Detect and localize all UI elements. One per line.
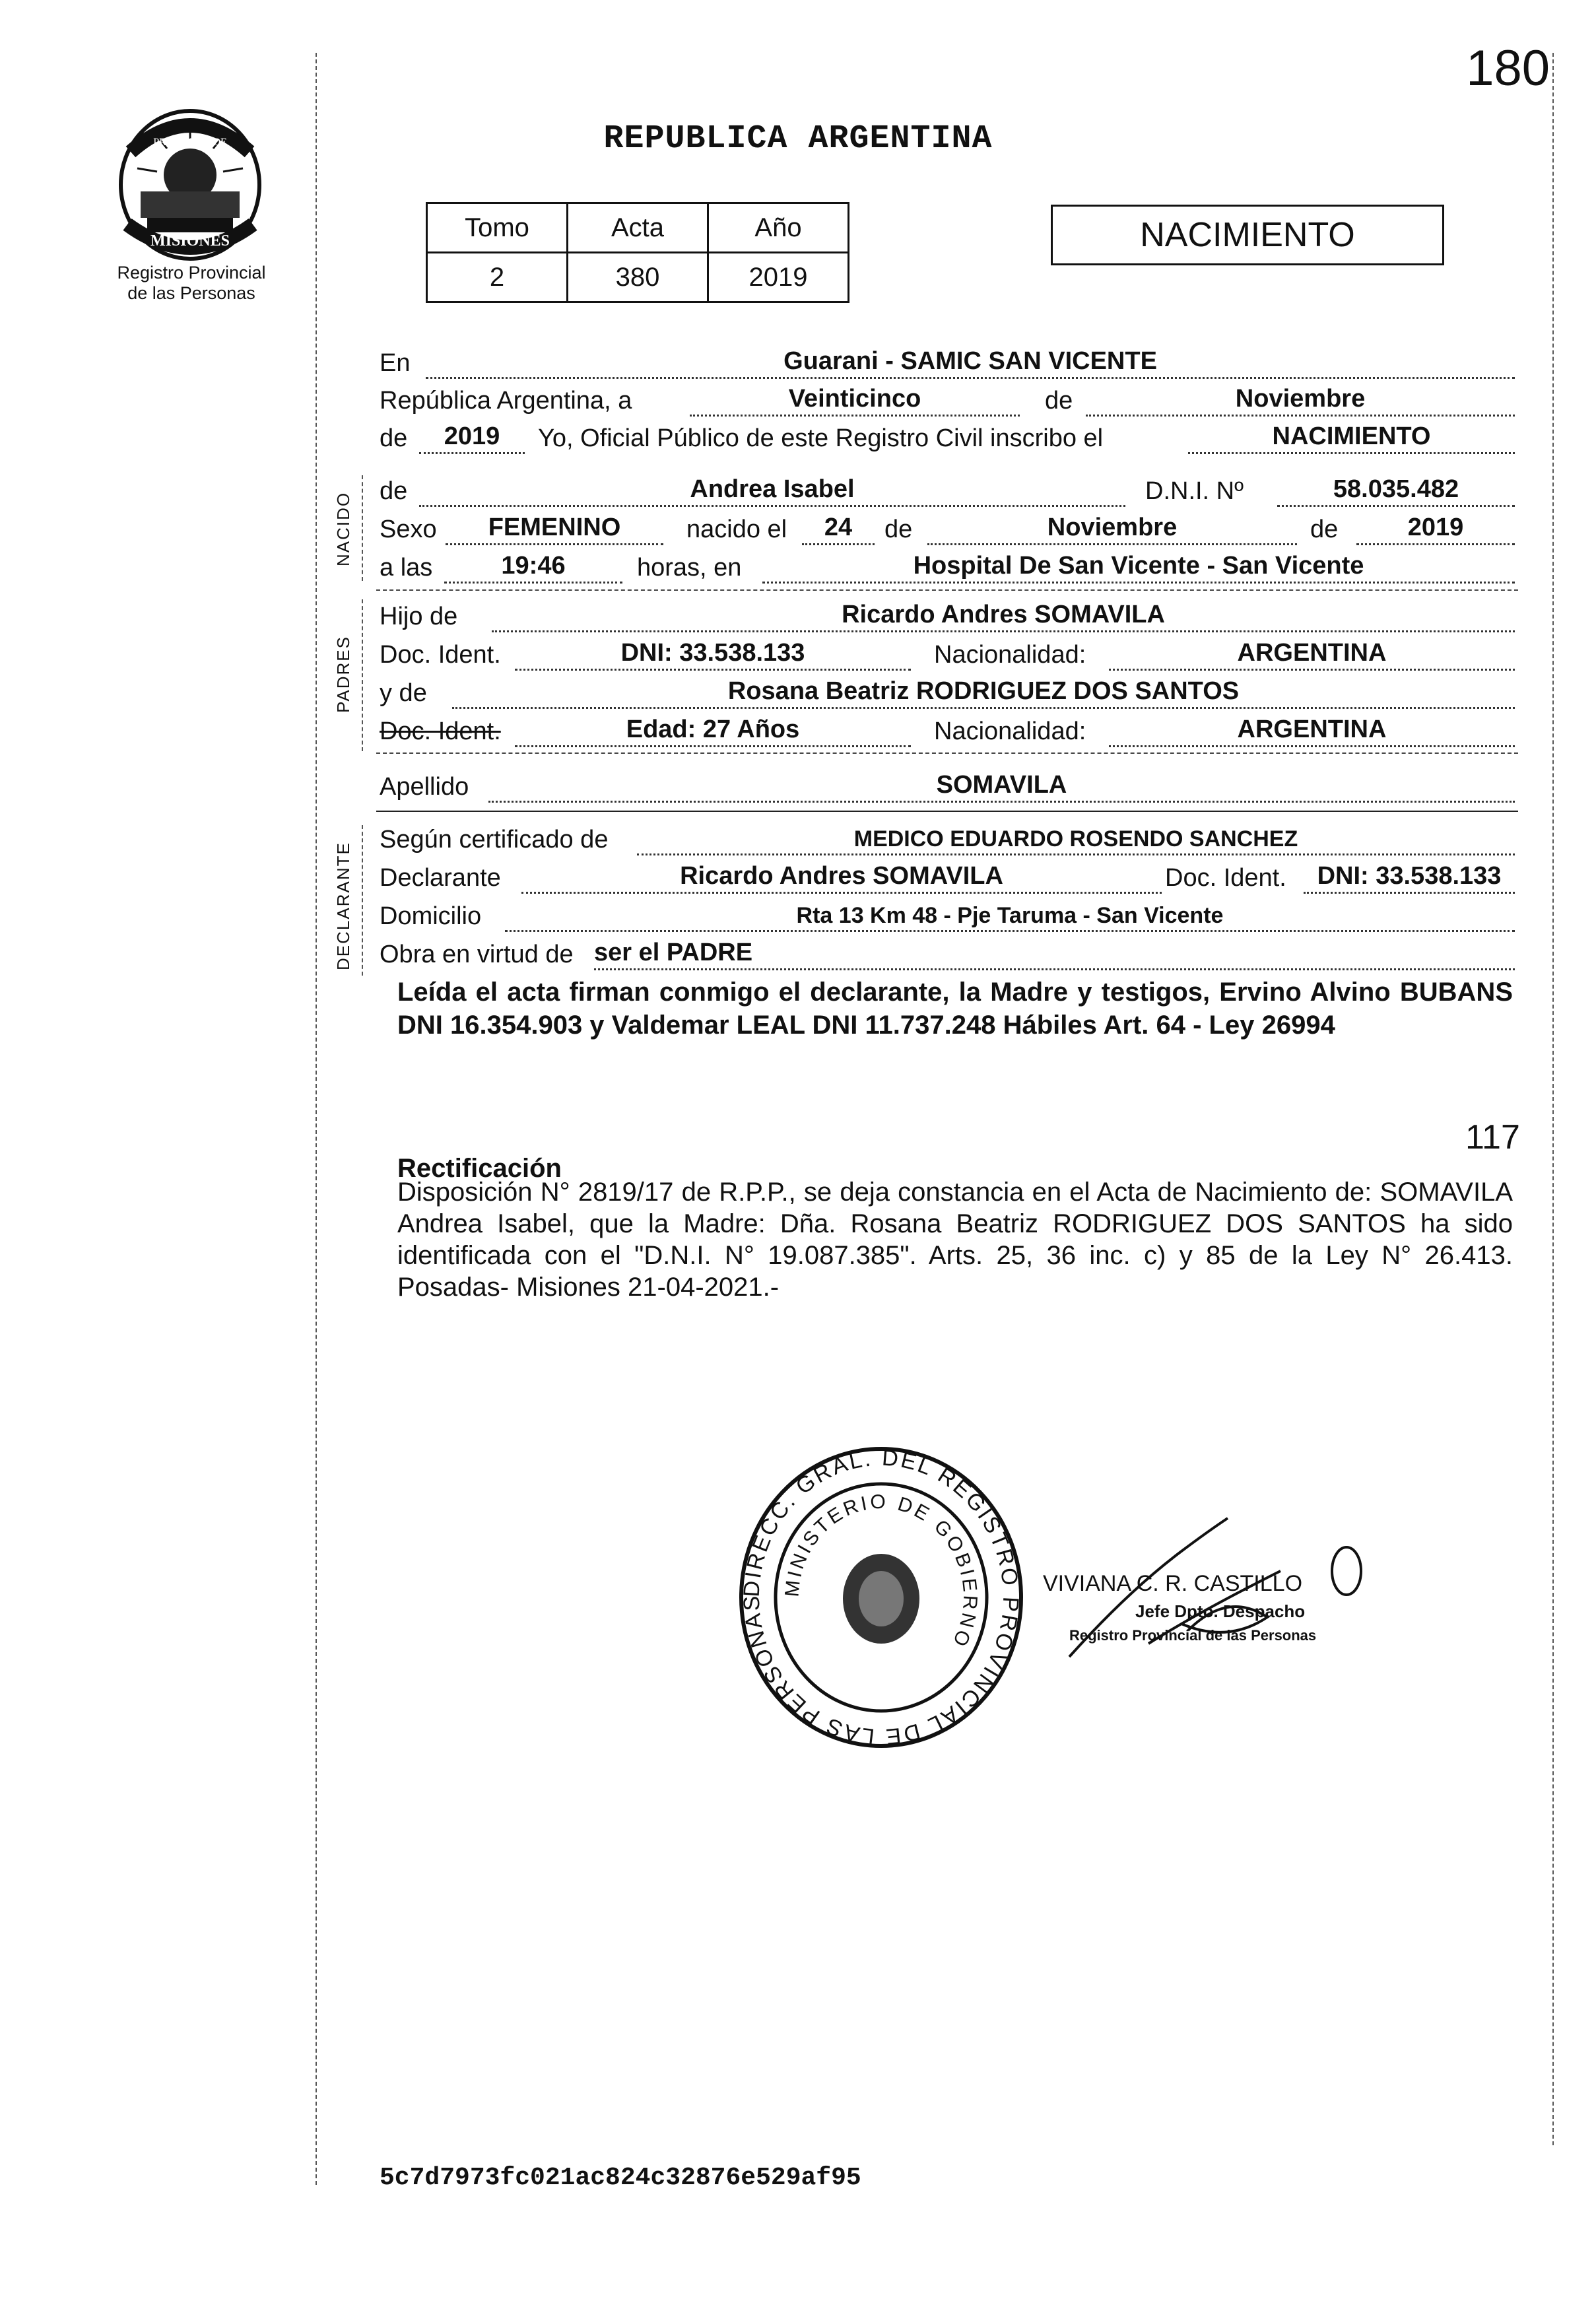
anio-value: 2019 [708,253,849,302]
row-certificado: Según certificado de MEDICO EDUARDO ROSENDO SANCHEZ [380,818,1515,857]
row-sexo: Sexo FEMENINO nacido el 24 de Noviembre de 2019 [380,508,1515,547]
row-obra: Obra en virtud de ser el PADRE [380,933,1515,972]
row-madre-doc: Doc. Ident. Edad: 27 Años Nacionalidad: ARGENTINA [380,710,1515,749]
row-y-de: y de Rosana Beatriz RODRIGUEZ DOS SANTOS [380,672,1515,710]
rectification-number: 117 [1465,1118,1520,1156]
madre-edad-value: Edad: 27 Años [515,716,911,747]
declarante-value: Ricardo Andres SOMAVILA [521,862,1162,894]
record-table [426,202,849,303]
anio-nac-value: 2019 [1356,514,1515,545]
svg-text:Registro Provincial de las Per: Registro Provincial de las Personas [1069,1627,1317,1644]
padre-doc-value: DNI: 33.538.133 [515,639,911,671]
tomo-value: 2 [427,253,568,302]
section-padres-label: PADRES [333,636,353,713]
apellido-value: SOMAVILA [488,771,1515,803]
obra-value: ser el PADRE [594,939,1515,970]
hora-value: 19:46 [444,552,622,584]
acta-header: Acta [568,203,708,253]
row-domicilio: Domicilio Rta 13 Km 48 - Pje Taruma - San Vicente [380,895,1515,933]
madre-value: Rosana Beatriz RODRIGUEZ DOS SANTOS [452,677,1515,709]
nombre-value: Andrea Isabel [419,475,1125,507]
row-en: En Guarani - SAMIC SAN VICENTE [380,342,1515,380]
row-nombre: de Andrea Isabel D.N.I. Nº 58.035.482 [380,470,1515,508]
lugar-value: Guarani - SAMIC SAN VICENTE [426,347,1515,379]
lugar-nac-value: Hospital De San Vicente - San Vicente [762,552,1515,584]
dia-nac-value: 24 [802,514,875,545]
signature [1030,1512,1373,1670]
madre-nac-value: ARGENTINA [1109,716,1515,747]
svg-text:Jefe Dpto. Despacho: Jefe Dpto. Despacho [1135,1601,1306,1621]
margin-line-right [1552,53,1554,2145]
svg-text:PROVINCIA DE: PROVINCIA DE [153,137,227,148]
act-type-box: NACIMIENTO [1051,205,1444,265]
row-apellido: Apellido SOMAVILA [380,766,1515,804]
dni-value: 58.035.482 [1277,475,1515,507]
mes-nac-value: Noviembre [927,514,1297,545]
document-title: REPUBLICA ARGENTINA [603,120,993,158]
margin-line-left [316,53,317,2185]
domicilio-value: Rta 13 Km 48 - Pje Taruma - San Vicente [505,903,1515,932]
witness-note: Leída el acta firman conmigo el declarante, la Madre y testigos, Ervino Alvino BUBANS DNI 16.354.903 y Valdemar LEAL DNI 11.737.248 Hábiles Art. 64 - Ley 26994 [397,978,1513,1040]
svg-text:VIVIANA C. R. CASTILLO: VIVIANA C. R. CASTILLO [1043,1571,1303,1596]
padre-value: Ricardo Andres SOMAVILA [492,601,1515,632]
row-hijo-de: Hijo de Ricardo Andres SOMAVILA [380,595,1515,634]
tomo-header: Tomo [427,203,568,253]
svg-text:DIRECC. GRAL. DEL REGISTRO PRO: DIRECC. GRAL. DEL REGISTRO PROVINCIAL DE LAS PERSONAS [739,1446,1024,1749]
certificado-value: MEDICO EDUARDO ROSENDO SANCHEZ [637,826,1515,855]
rectification-title: Rectificación [397,1154,562,1183]
dia-letras-value: Veinticinco [690,385,1020,417]
document-hash: 5c7d7973fc021ac824c32876e529af95 [380,2164,861,2192]
svg-text:MINISTERIO DE GOBIERNO: MINISTERIO DE GOBIERNO [781,1490,981,1652]
rectification-text: Disposición N° 2819/17 de R.P.P., se deja constancia en el Acta de Nacimiento de: SOMAVILA Andrea Isabel, que la Madre: Dña. Rosana Beatriz RODRIGUEZ DOS SANTOS ha sido identificada con el "D.N.I. N° 19.087.385". Arts. 25, 36 inc. c) y 85 de la Ley N° 26.413. Posadas- Misiones 21-04-2021.- [397,1178,1513,1302]
mes-value: Noviembre [1086,385,1515,417]
row-declarante: Declarante Ricardo Andres SOMAVILA Doc. Ident. DNI: 33.538.133 [380,857,1515,895]
acta-value: 380 [568,253,708,302]
section-declarante-label: DECLARANTE [333,842,353,970]
tipo-value: NACIMIENTO [1188,422,1515,454]
row-republica: República Argentina, a Veinticinco de Noviembre [380,380,1515,418]
anio-header: Año [708,203,849,253]
row-padre-doc: Doc. Ident. DNI: 33.538.133 Nacionalidad: ARGENTINA [380,634,1515,672]
sexo-value: FEMENINO [446,514,663,545]
registry-label: Registro Provincial de las Personas [117,263,266,303]
section-nacido-label: NACIDO [333,491,353,566]
svg-text:MISIONES: MISIONES [150,232,230,250]
declarante-doc-value: DNI: 33.538.133 [1304,862,1515,894]
row-hora: a las 19:46 horas, en Hospital De San Vicente - San Vicente [380,547,1515,585]
padre-nac-value: ARGENTINA [1109,639,1515,671]
anio-value-text: 2019 [419,422,525,454]
official-stamp [736,1446,1026,1749]
row-oficial: de 2019 Yo, Oficial Público de este Registro Civil inscribo el NACIMIENTO [380,417,1515,455]
page-number: 180 [1466,40,1550,96]
